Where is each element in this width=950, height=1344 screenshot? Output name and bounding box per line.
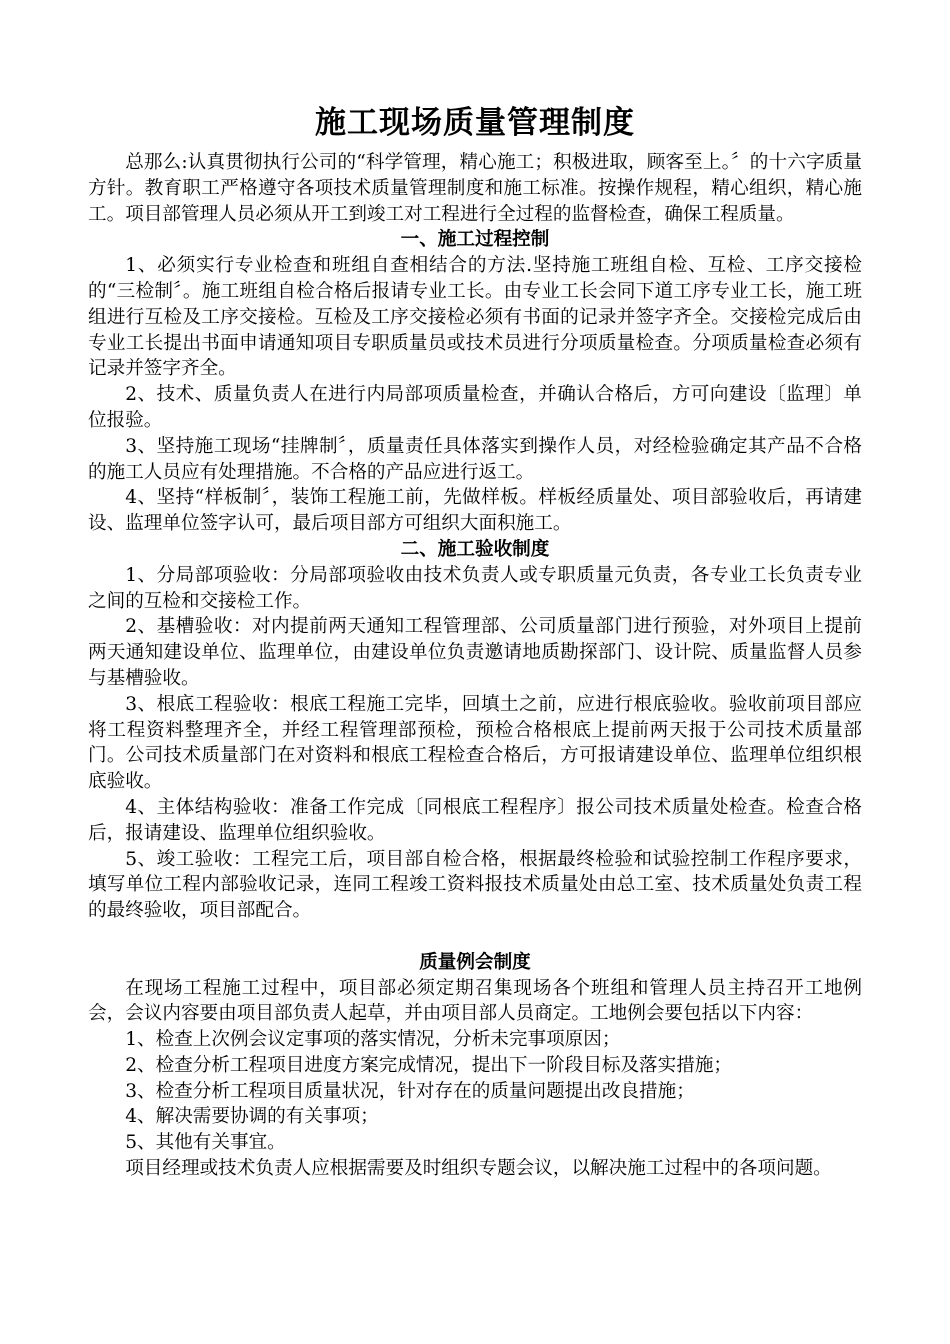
document-page [88, 100, 862, 1182]
acceptance-item-5: 5、竣工验收：工程完工后，项目部自检合格，根据最终检验和试验控制工作程序要求，填写单位工程内部验收记录，连同工程竣工资料报技术质量处由总工室、技术质量处负责工程的最终验收，项目部配合。 [88, 848, 862, 922]
process-control-item-1: 1、必须实行专业检查和班组自查相结合的方法.坚持施工班组自检、互检、工序交接检的“三检制〞。施工班组自检合格后报请专业工长。由专业工长会同下道工序专业工长，施工班组进行互检及工序交接检。互检及工序交接检必须有书面的记录并签字齐全。交接检完成后由专业工长提出书面申请通知项目专职质量员或技术员进行分项质量检查。分项质量检查必须有记录并签字齐全。 [88, 255, 862, 380]
meeting-item-3: 3、检查分析工程项目质量状况，针对存在的质量问题提出改良措施； [125, 1080, 695, 1102]
meeting-closing: 项目经理或技术负责人应根据需要及时组织专题会议，以解决施工过程中的各项问题。 [125, 1158, 832, 1180]
meeting-item-5: 5、其他有关事宜。 [125, 1132, 286, 1154]
meeting-intro: 在现场工程施工过程中，项目部必须定期召集现场各个班组和管理人员主持召开工地例会，会议内容要由项目部负责人起草，并由项目部人员商定。工地例会要包括以下内容： [88, 977, 862, 1025]
meeting-item-2: 2、检查分析工程项目进度方案完成情况，提出下一阶段目标及落实措施； [125, 1054, 733, 1076]
intro-paragraph: 总那么:认真贯彻执行公司的“科学管理，精心施工；积极进取，顾客至上。〞的十六字质量方针。教育职工严格遵守各项技术质量管理制度和施工标准。按操作规程，精心组织，精心施工。项目部管理人员必须从开工到竣工对工程进行全过程的监督检查，确保工程质量。 [88, 152, 862, 225]
meeting-item-4: 4、解决需要协调的有关事项； [125, 1106, 379, 1128]
page-title: 施工现场质量管理制度 [315, 105, 635, 141]
section-heading-process-control: 一、施工过程控制 [400, 229, 550, 251]
section-heading-acceptance: 二、施工验收制度 [400, 538, 550, 560]
acceptance-item-3: 3、根底工程验收：根底工程施工完毕，回填土之前，应进行根底验收。验收前项目部应将工程资料整理齐全，并经工程管理部预检，预检合格根底上提前两天报于公司技术质量部门。公司技术质量部门在对资料和根底工程检查合格后，方可报请建设单位、监理单位组织根底验收。 [88, 693, 862, 793]
process-control-item-2: 2、技术、质量负责人在进行内局部项质量检查，并确认合格后，方可向建设〔监理〕单位报验。 [88, 384, 862, 431]
acceptance-item-2: 2、基槽验收：对内提前两天通知工程管理部、公司质量部门进行预验，对外项目上提前两天通知建设单位、监理单位，由建设单位负责邀请地质勘探部门、设计院、质量监督人员参与基槽验收。 [88, 616, 862, 689]
section-heading-quality-meeting: 质量例会制度 [419, 951, 531, 973]
process-control-item-3: 3、坚持施工现场“挂牌制〞，质量责任具体落实到操作人员，对经检验确定其产品不合格的施工人员应有处理措施。不合格的产品应进行返工。 [88, 435, 862, 483]
acceptance-item-4: 4、主体结构验收：准备工作完成〔同根底工程程序〕报公司技术质量处检查。检查合格后，报请建设、监理单位组织验收。 [88, 796, 862, 844]
meeting-item-1: 1、检查上次例会议定事项的落实情况，分析未完事项原因； [125, 1029, 621, 1051]
process-control-item-4: 4、坚持“样板制〞，装饰工程施工前，先做样板。样板经质量处、项目部验收后，再请建设、监理单位签字认可，最后项目部方可组织大面积施工。 [88, 487, 862, 535]
spacer [88, 924, 862, 950]
acceptance-item-1: 1、分局部项验收：分局部项验收由技术负责人或专职质量元负责，各专业工长负责专业之间的互检和交接检工作。 [88, 564, 862, 612]
